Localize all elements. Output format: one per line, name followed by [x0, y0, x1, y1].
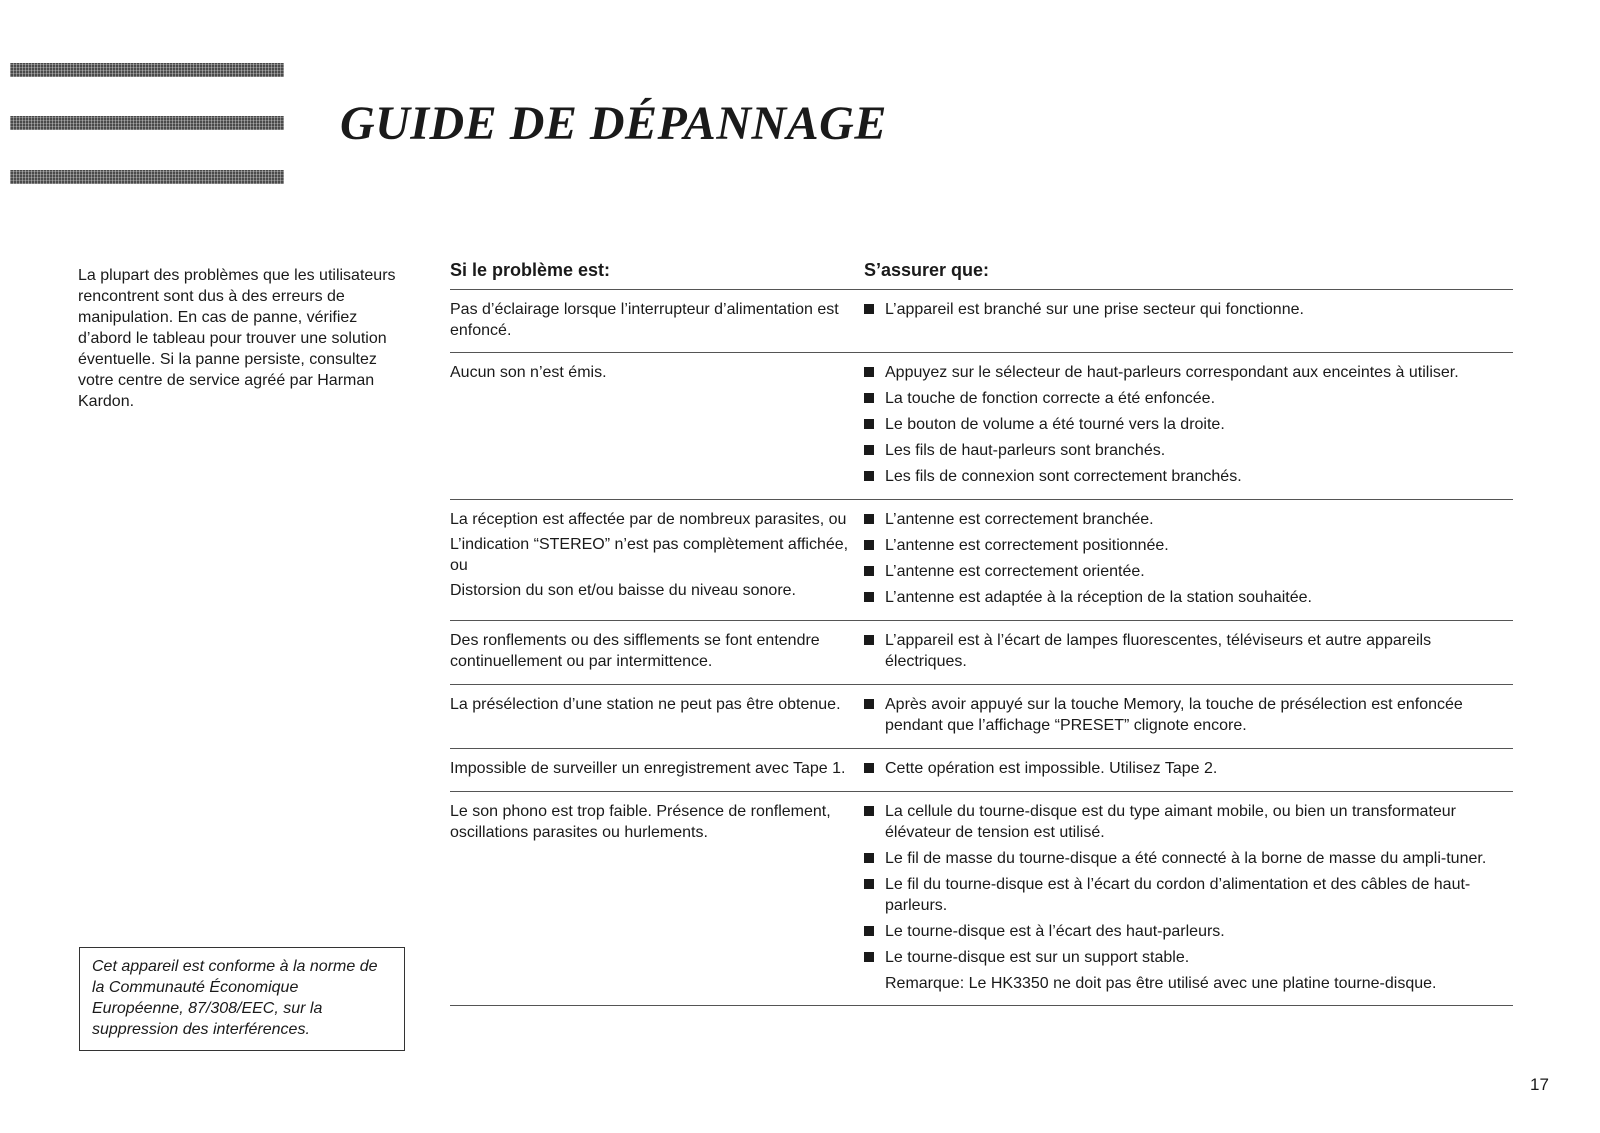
header-problem: Si le problème est: [450, 260, 611, 280]
page-title: GUIDE DE DÉPANNAGE [340, 97, 887, 150]
check-item [864, 362, 1513, 383]
compliance-note: Cet appareil est conforme à la norme de la Communauté Économique Européenne, 87/308/EEC, sur la suppression des interférences. [79, 947, 405, 1051]
check-item [864, 874, 1513, 916]
header-check: S’assurer que: [864, 260, 990, 280]
check-text: Le bouton de volume a été tourné vers la droite. [885, 416, 1225, 433]
check-text: L’antenne est correctement branchée. [885, 511, 1154, 528]
check-text: Le fil du tourne-disque est à l’écart du cordon d’alimentation et des câbles de haut-parleurs. [885, 876, 1471, 914]
problem-cell [450, 801, 864, 998]
check-item [864, 388, 1513, 409]
square-bullet-icon [864, 763, 874, 773]
check-text: Le tourne-disque est à l’écart des haut-parleurs. [885, 923, 1225, 940]
problem-cell [450, 509, 864, 613]
check-item [864, 848, 1513, 869]
square-bullet-icon [864, 540, 874, 550]
square-bullet-icon [864, 926, 874, 936]
check-item [864, 694, 1513, 736]
check-cell [864, 362, 1513, 492]
check-text: Appuyez sur le sélecteur de haut-parleurs correspondant aux enceintes à utiliser. [885, 364, 1459, 381]
problem-cell [450, 362, 864, 492]
square-bullet-icon [864, 592, 874, 602]
table-header [450, 260, 1513, 290]
table-row [450, 290, 1513, 353]
check-item [864, 801, 1513, 843]
square-bullet-icon [864, 514, 874, 524]
check-text: L’appareil est à l’écart de lampes fluorescentes, téléviseurs et autre appareils électriques. [885, 632, 1432, 670]
problem-text: Le son phono est trop faible. Présence de ronflement, oscillations parasites ou hurlements. [450, 803, 831, 841]
check-item [864, 921, 1513, 942]
troubleshooting-table [450, 260, 1513, 1006]
check-item [864, 561, 1513, 582]
check-cell [864, 630, 1513, 677]
square-bullet-icon [864, 367, 874, 377]
check-cell [864, 509, 1513, 613]
table-row [450, 500, 1513, 621]
check-text: Les fils de connexion sont correctement branchés. [885, 468, 1242, 485]
check-text: La cellule du tourne-disque est du type aimant mobile, ou bien un transformateur élévateur de tension est utilisé. [885, 803, 1457, 841]
check-cell [864, 758, 1513, 784]
check-text: La touche de fonction correcte a été enfoncée. [885, 390, 1216, 407]
check-text: L’antenne est correctement positionnée. [885, 537, 1169, 554]
check-cell [864, 694, 1513, 741]
remark-text: Remarque: Le HK3350 ne doit pas être utilisé avec une platine tourne-disque. [885, 975, 1437, 992]
check-text: L’appareil est branché sur une prise secteur qui fonctionne. [885, 301, 1304, 318]
square-bullet-icon [864, 471, 874, 481]
table-row [450, 353, 1513, 500]
check-text: Le tourne-disque est sur un support stable. [885, 949, 1190, 966]
check-item [864, 466, 1513, 487]
problem-cell [450, 758, 864, 784]
table-row [450, 685, 1513, 749]
check-cell [864, 801, 1513, 998]
square-bullet-icon [864, 393, 874, 403]
check-item [864, 947, 1513, 968]
square-bullet-icon [864, 445, 874, 455]
square-bullet-icon [864, 566, 874, 576]
check-item [864, 630, 1513, 672]
problem-cell [450, 630, 864, 677]
check-item [864, 509, 1513, 530]
header-decor-bar-top [10, 63, 284, 77]
check-item [864, 535, 1513, 556]
check-item [864, 440, 1513, 461]
check-text: Les fils de haut-parleurs sont branchés. [885, 442, 1166, 459]
problem-text: Impossible de surveiller un enregistrement avec Tape 1. [450, 760, 846, 777]
problem-text: L’indication “STEREO” n’est pas complètement affichée, ou [450, 536, 849, 574]
intro-paragraph: La plupart des problèmes que les utilisateurs rencontrent sont dus à des erreurs de manipulation. En cas de panne, vérifiez d’abord le tableau pour trouver une solution éventuelle. Si la panne persiste, consultez votre centre de service agréé par Harman Kardon. [78, 267, 396, 410]
problem-cell [450, 299, 864, 345]
square-bullet-icon [864, 806, 874, 816]
problem-text: La présélection d’une station ne peut pas être obtenue. [450, 696, 841, 713]
square-bullet-icon [864, 419, 874, 429]
square-bullet-icon [864, 879, 874, 889]
table-row [450, 792, 1513, 1006]
check-item [864, 758, 1513, 779]
header-decor-bar-middle [10, 116, 284, 130]
table-body [450, 290, 1513, 1006]
problem-text: Des ronflements ou des sifflements se font entendre continuellement ou par intermittence. [450, 632, 820, 670]
check-item [864, 587, 1513, 608]
problem-text: La réception est affectée par de nombreux parasites, ou [450, 511, 847, 528]
header-decor-bar-bottom [10, 170, 284, 184]
check-text: Le fil de masse du tourne-disque a été connecté à la borne de masse du ampli-tuner. [885, 850, 1487, 867]
problem-cell [450, 694, 864, 741]
check-item [864, 414, 1513, 435]
check-cell [864, 299, 1513, 345]
square-bullet-icon [864, 635, 874, 645]
table-row [450, 749, 1513, 792]
check-item [864, 299, 1513, 320]
table-row [450, 621, 1513, 685]
problem-text: Distorsion du son et/ou baisse du niveau sonore. [450, 582, 796, 599]
square-bullet-icon [864, 952, 874, 962]
check-text: Cette opération est impossible. Utilisez Tape 2. [885, 760, 1218, 777]
problem-text: Aucun son n’est émis. [450, 364, 607, 381]
check-text: Après avoir appuyé sur la touche Memory, la touche de présélection est enfoncée pendant que l’affichage “PRESET” clignote encore. [885, 696, 1463, 734]
square-bullet-icon [864, 304, 874, 314]
check-text: L’antenne est correctement orientée. [885, 563, 1145, 580]
square-bullet-icon [864, 699, 874, 709]
problem-text: Pas d’éclairage lorsque l’interrupteur d’alimentation est enfoncé. [450, 301, 839, 339]
check-text: L’antenne est adaptée à la réception de la station souhaitée. [885, 589, 1312, 606]
square-bullet-icon [864, 853, 874, 863]
page-number: 17 [1530, 1075, 1549, 1094]
